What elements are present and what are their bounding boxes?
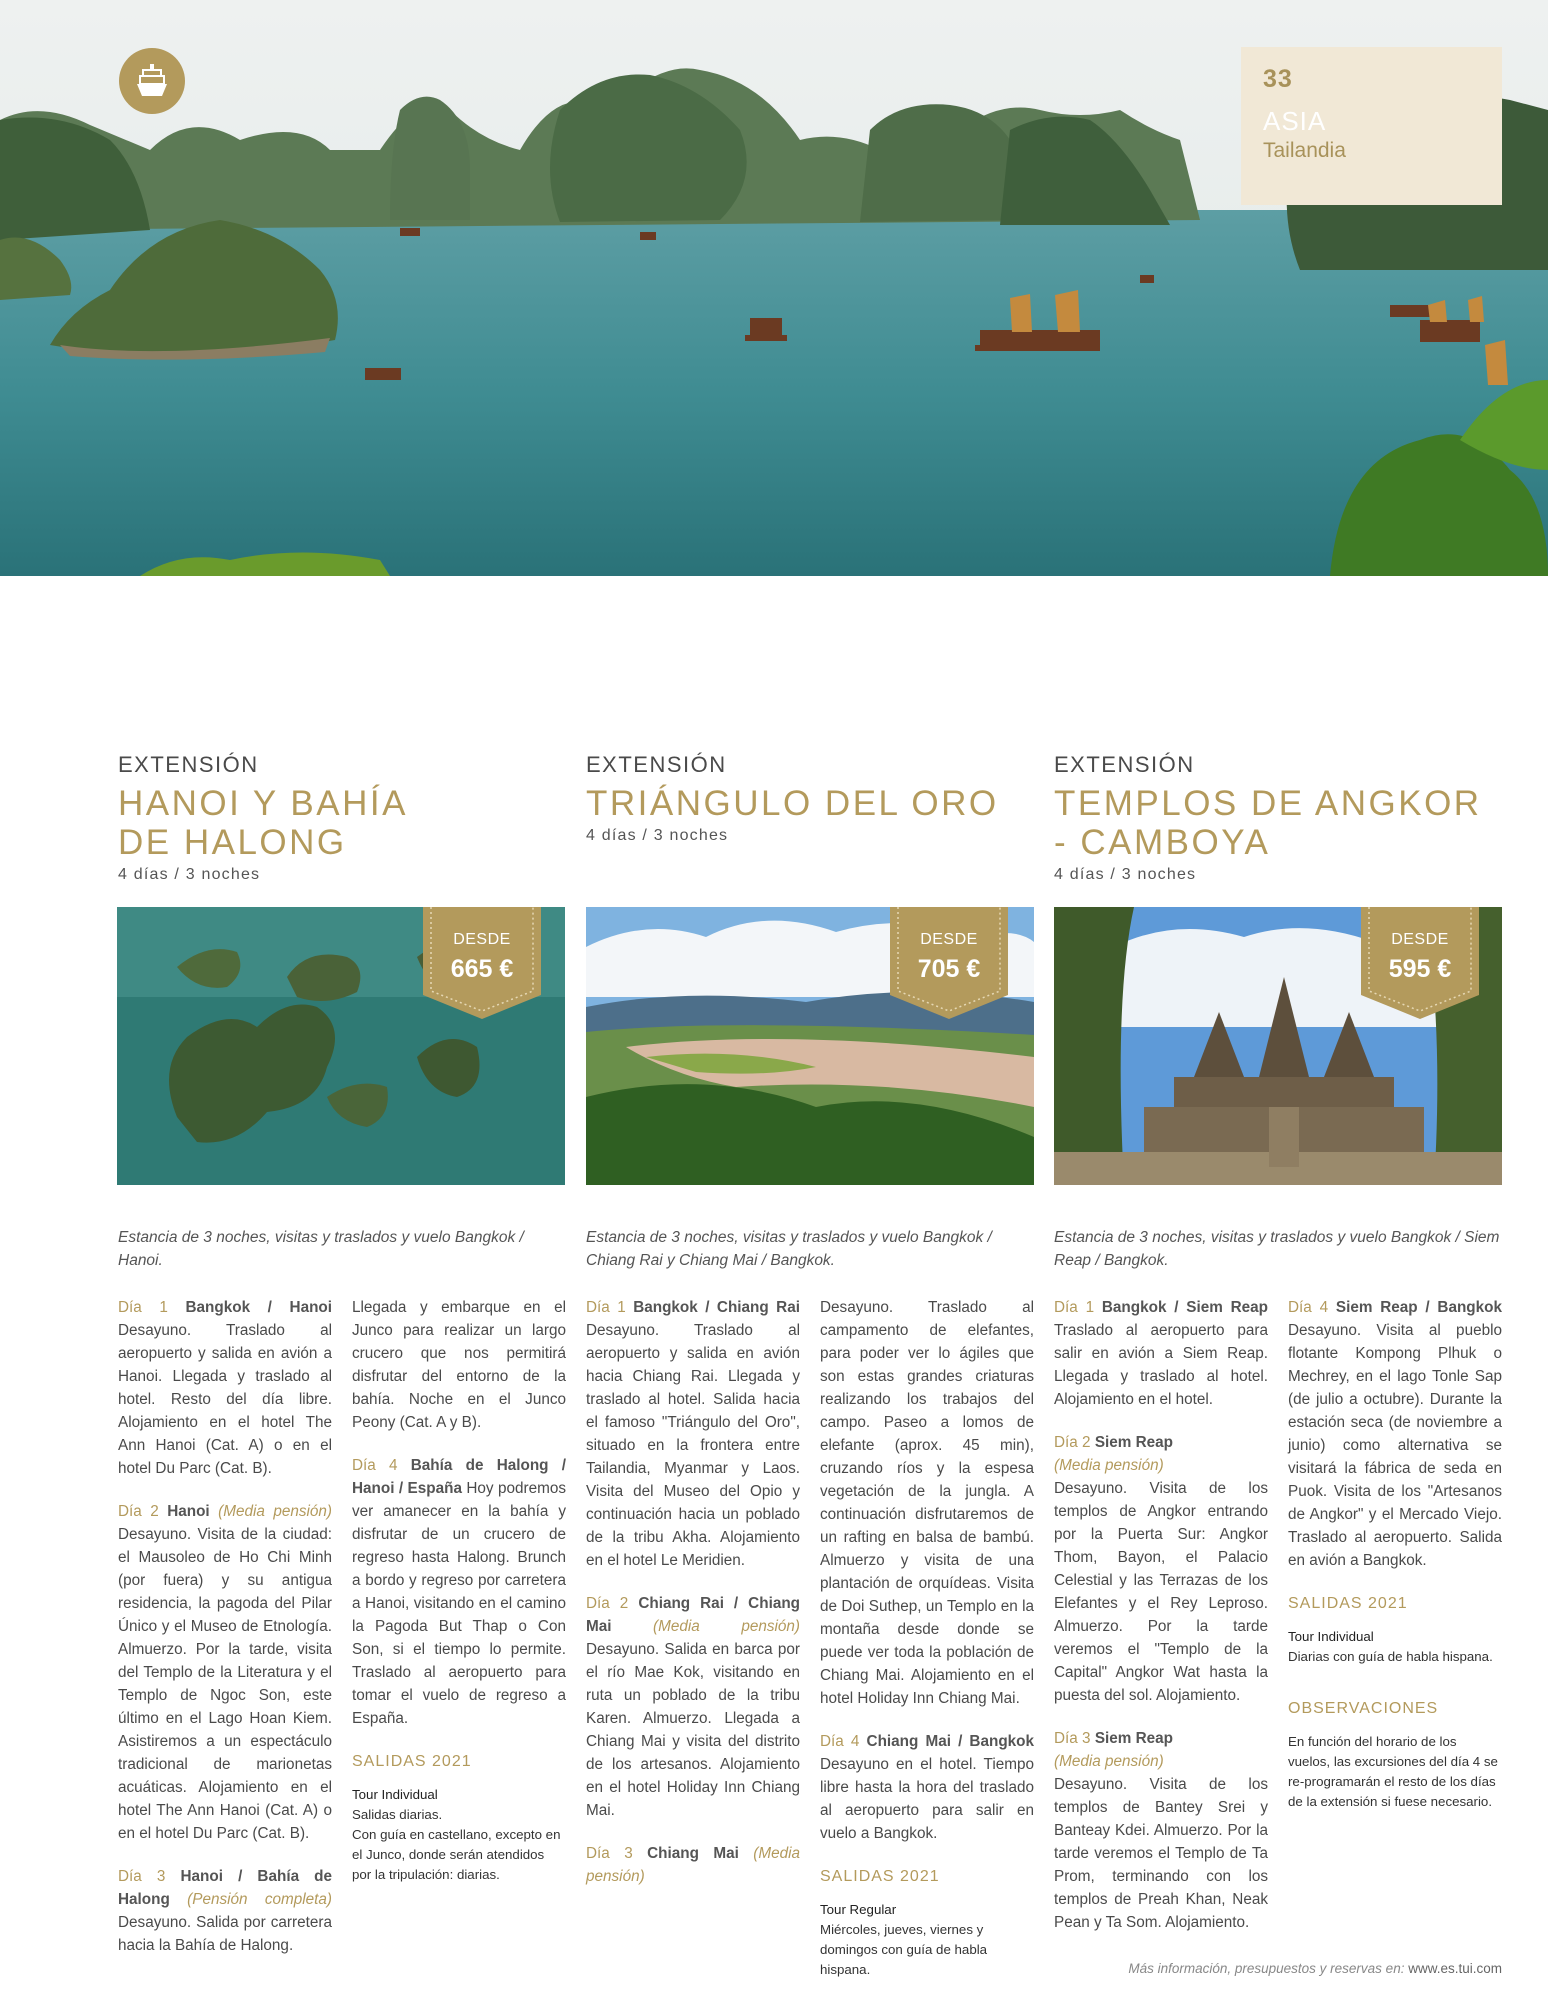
- extension-title: [1054, 784, 1514, 862]
- extension-intro: Estancia de 3 noches, visitas y traslados y vuelo Bangkok / Siem Reap / Bangkok.: [1054, 1229, 1500, 1269]
- extension-title: [586, 784, 1046, 823]
- itinerary-day: [118, 1865, 332, 1957]
- itinerary-column: [1288, 1296, 1502, 1812]
- day-place: Hanoi / Bahía de Halong: [118, 1868, 333, 1908]
- price-value: 595 €: [1388, 955, 1452, 983]
- price-tag: [1361, 907, 1479, 1019]
- day-place: Siem Reap: [1094, 1434, 1174, 1451]
- day-text: Llegada y embarque en el Junco para realizar un largo crucero que nos permitirá disfrutar del entorno de la bahía. Noche en el Junco Peony (Cat. A y B).: [352, 1299, 566, 1431]
- photo-golden-triangle: [586, 907, 1034, 1185]
- day-number: Día 4: [820, 1733, 860, 1750]
- itinerary-column: [1054, 1296, 1268, 1954]
- page-country: Tailandia: [1263, 139, 1346, 162]
- day-number: Día 4: [352, 1457, 398, 1474]
- day-text: Desayuno. Traslado al aeropuerto y salida en avión a Hanoi. Llegada y traslado al hotel. Resto del día libre. Alojamiento en el hotel The Ann Hanoi (Cat. A) o en el hotel Du Parc (Cat. B).: [118, 1322, 332, 1477]
- salidas-line: Tour Regular: [820, 1902, 897, 1917]
- salidas-line: Miércoles, jueves, viernes y domingos con guía de habla hispana.: [820, 1922, 988, 1977]
- price-label: DESDE: [453, 931, 511, 948]
- extension-header-hanoi: [118, 752, 578, 884]
- day-number: Día 1: [586, 1299, 626, 1316]
- itinerary-day: [352, 1454, 566, 1730]
- itinerary-column: [586, 1296, 800, 1908]
- itinerary-column: [118, 1296, 332, 1977]
- salidas-info: [1288, 1627, 1502, 1667]
- day-board: (Media pensión): [586, 1845, 801, 1885]
- salidas-line: Salidas diarias.: [352, 1807, 443, 1822]
- day-text: Desayuno en el hotel. Tiempo libre hasta la hora del traslado al aeropuerto para salir en vuelo a Bangkok.: [820, 1756, 1034, 1842]
- salidas-title: SALIDAS 2021: [820, 1868, 940, 1885]
- itinerary-day: [820, 1730, 1034, 1845]
- day-number: Día 4: [1288, 1299, 1329, 1316]
- salidas-title: SALIDAS 2021: [1288, 1595, 1408, 1612]
- page-region: ASIA: [1263, 106, 1327, 136]
- day-place: Chiang Mai / Bangkok: [866, 1733, 1035, 1750]
- cruise-ship-icon: [119, 48, 185, 114]
- extension-intro: Estancia de 3 noches, visitas y traslados y vuelo Bangkok / Hanoi.: [118, 1229, 524, 1269]
- day-board: (Media pensión): [1054, 1753, 1164, 1770]
- extension-duration: 4 días / 3 noches: [1054, 866, 1197, 883]
- page-number: 33: [1263, 65, 1293, 93]
- price-tag: [423, 907, 541, 1019]
- day-number: Día 1: [1054, 1299, 1095, 1316]
- extension-title-line: TRIÁNGULO DEL ORO: [586, 784, 999, 823]
- day-text: Desayuno. Visita de los templos de Angkor entrando por la Puerta Sur: Angkor Thom, Bayon, el Palacio Celestial y las Terrazas de los Elefantes y el Rey Leproso. Almuerzo. Por la tarde veremos el "Templo de la Capital" Angkor Wat hasta la puesta del sol. Alojamiento.: [1054, 1480, 1268, 1704]
- itinerary-day: [1054, 1727, 1268, 1934]
- extension-duration: 4 días / 3 noches: [118, 866, 261, 883]
- observaciones-text: En función del horario de los vuelos, las excursiones del día 4 se re-programarán el resto de los días de la extensión si fuese necesario.: [1288, 1734, 1498, 1809]
- photo-angkor-wat: [1054, 907, 1502, 1185]
- day-text: Traslado al aeropuerto para salir en avión a Siem Reap. Llegada y traslado al hotel. Alojamiento en el hotel.: [1054, 1322, 1268, 1408]
- salidas-info: [352, 1785, 566, 1885]
- day-board: (Pensión completa): [187, 1891, 332, 1908]
- footer: [1128, 1961, 1502, 1976]
- extension-title-line: TEMPLOS DE ANGKOR: [1054, 784, 1482, 823]
- itinerary-day: [586, 1592, 800, 1822]
- day-place: Siem Reap: [1094, 1730, 1174, 1747]
- day-place: Chiang Rai / Chiang Mai: [586, 1595, 801, 1635]
- day-place: Bangkok / Siem Reap: [1101, 1299, 1269, 1316]
- day-text: Hoy podremos ver amanecer en la bahía y disfrutar de un crucero de regreso hasta Halong. Brunch a bordo y regreso por carretera a Hanoi, visitando en el camino la Pagoda But Thap o Con Son, si el tiempo lo permite. Traslado al aeropuerto para tomar el vuelo de regreso a España.: [352, 1480, 567, 1727]
- price-label: DESDE: [920, 931, 978, 948]
- day-number: Día 3: [1054, 1730, 1091, 1747]
- day-board: (Media pensión): [653, 1618, 800, 1635]
- day-board: (Media pensión): [218, 1503, 332, 1520]
- day-number: Día 1: [118, 1299, 168, 1316]
- day-number: Día 2: [1054, 1434, 1091, 1451]
- extension-label: EXTENSIÓN: [1054, 752, 1195, 777]
- salidas-title: SALIDAS 2021: [352, 1753, 472, 1770]
- itinerary-day: [1054, 1296, 1268, 1411]
- itinerary-day: [586, 1842, 800, 1888]
- extension-label: EXTENSIÓN: [586, 752, 727, 777]
- day-text: Desayuno. Traslado al campamento de elefantes, para poder ver lo ágiles que son estas grandes criaturas realizando los trabajos del campo. Paseo a lomos de elefante (aprox. 45 min), cruzando ríos y la espesa vegetación de la jungla. A continuación disfrutaremos de un rafting en balsa de bambú. Almuerzo y visita de una plantación de orquídeas. Visita de Doi Suthep, un Templo en la montaña desde donde se puede ver toda la población de Chiang Mai. Alojamiento en el hotel Holiday Inn Chiang Mai.: [820, 1299, 1034, 1707]
- salidas-info: [820, 1900, 1034, 1980]
- footer-text: Más información, presupuestos y reservas en:: [1128, 1961, 1405, 1976]
- day-place: Bangkok / Hanoi: [185, 1299, 333, 1316]
- itinerary-column: [352, 1296, 566, 1885]
- salidas-line: Diarias con guía de habla hispana.: [1288, 1649, 1493, 1664]
- extension-duration: 4 días / 3 noches: [586, 827, 729, 844]
- extension-title-line: - CAMBOYA: [1054, 823, 1271, 862]
- price-label: DESDE: [1391, 931, 1449, 948]
- day-number: Día 3: [118, 1868, 166, 1885]
- itinerary-column: [820, 1296, 1034, 1980]
- day-text: Desayuno. Salida en barca por el río Mae Kok, visitando en ruta un poblado de la tribu Karen. Almuerzo. Llegada a Chiang Mai y visita del distrito de los artesanos. Alojamiento en el hotel Holiday Inn Chiang Mai.: [586, 1641, 800, 1819]
- extension-title: [118, 784, 578, 862]
- day-text: Desayuno. Visita de la ciudad: el Mausoleo de Ho Chi Minh (por fuera) y su antigua residencia, la pagoda del Pilar Único y el Museo de Etnología. Almuerzo. Por la tarde, visita del Templo de la Literatura y el Templo de Ngoc Son, este último en el Lago Hoan Kiem. Asistiremos a un espectáculo tradicional de marionetas acuáticas. Alojamiento en el hotel The Ann Hanoi (Cat. A) o en el hotel Du Parc (Cat. B).: [118, 1526, 332, 1842]
- day-text: Desayuno. Visita de los templos de Bantey Srei y Banteay Kdei. Almuerzo. Por la tarde veremos el Templo de Ta Prom, terminando con los templos de Preah Khan, Neak Pean y Ta Som. Alojamiento.: [1054, 1776, 1268, 1931]
- day-place: Siem Reap / Bangkok: [1335, 1299, 1503, 1316]
- day-place: Hanoi: [167, 1503, 210, 1520]
- day-board: (Media pensión): [1054, 1457, 1164, 1474]
- price-value: 665 €: [450, 955, 514, 983]
- extension-title-line: HANOI Y BAHÍA: [118, 784, 408, 823]
- itinerary-day: [118, 1500, 332, 1845]
- extension-header-triangulo: [586, 752, 1046, 845]
- page-header-box: [1241, 47, 1502, 205]
- day-text: Desayuno. Visita al pueblo flotante Kompong Plhuk o Mechrey, en el lago Tonle Sap (de julio a octubre). Durante la estación seca (de noviembre a junio) como alternativa se visitará la fábrica de seda en Puok. Visita de los "Artesanos de Angkor" y el Mercado Viejo. Traslado al aeropuerto. Salida en avión a Bangkok.: [1288, 1322, 1502, 1569]
- day-place: Chiang Mai: [647, 1845, 739, 1862]
- extension-label: EXTENSIÓN: [118, 752, 259, 777]
- price-value: 705 €: [917, 955, 981, 983]
- price-tag: [890, 907, 1008, 1019]
- day-number: Día 3: [586, 1845, 633, 1862]
- footer-url-link[interactable]: www.es.tui.com: [1408, 1961, 1502, 1976]
- day-text: Desayuno. Salida por carretera hacia la Bahía de Halong.: [118, 1914, 332, 1954]
- itinerary-day: [820, 1296, 1034, 1710]
- extension-header-angkor: [1054, 752, 1514, 884]
- extension-intro: Estancia de 3 noches, visitas y traslados y vuelo Bangkok / Chiang Rai y Chiang Mai / Bangkok.: [586, 1229, 992, 1269]
- itinerary-day: [118, 1296, 332, 1480]
- itinerary-day: [1054, 1431, 1268, 1707]
- day-place: Bahía de Halong / Hanoi / España: [352, 1457, 566, 1497]
- itinerary-day: [352, 1296, 566, 1434]
- day-number: Día 2: [118, 1503, 159, 1520]
- day-place: Bangkok / Chiang Rai: [633, 1299, 800, 1316]
- itinerary-day: [586, 1296, 800, 1572]
- extension-title-line: DE HALONG: [118, 823, 347, 862]
- observaciones-title: OBSERVACIONES: [1288, 1700, 1439, 1717]
- salidas-line: Tour Individual: [352, 1787, 438, 1802]
- salidas-line: Con guía en castellano, excepto en el Junco, donde serán atendidos por la tripulación: diarias.: [352, 1827, 561, 1882]
- day-text: Desayuno. Traslado al aeropuerto y salida en avión hacia Chiang Rai. Llegada y traslado al hotel. Salida hacia el famoso "Triángulo del Oro", situado en la frontera entre Tailandia, Myanmar y Laos. Visita del Museo del Opio y continuación hacia un poblado de la tribu Akha. Alojamiento en el hotel Le Meridien.: [586, 1322, 800, 1569]
- salidas-line: Tour Individual: [1288, 1629, 1374, 1644]
- day-number: Día 2: [586, 1595, 629, 1612]
- itinerary-day: [1288, 1296, 1502, 1572]
- photo-halong-bay: [117, 907, 565, 1185]
